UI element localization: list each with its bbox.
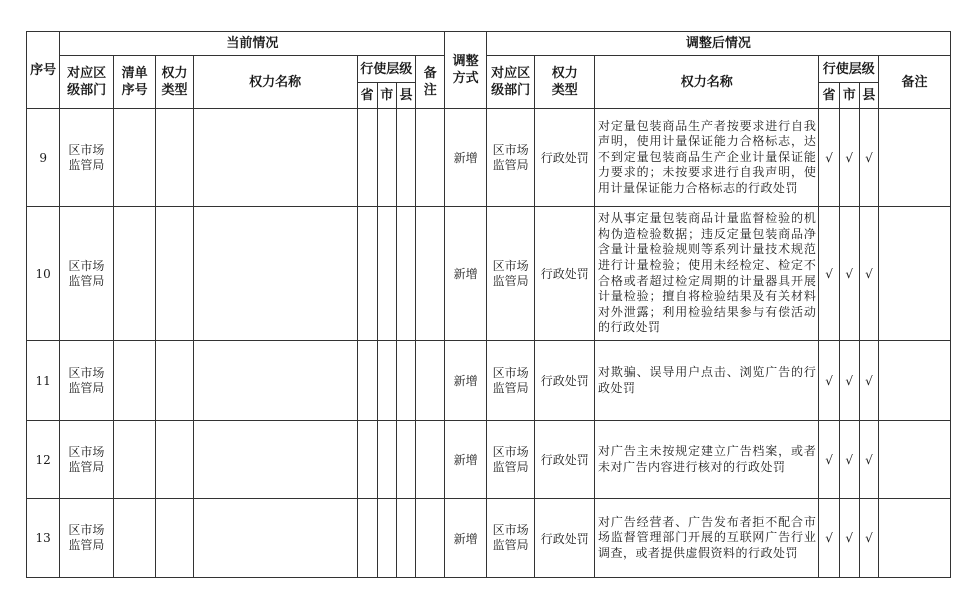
row-name-current (193, 341, 357, 421)
row-city-check: √ (839, 499, 859, 578)
header-city-after: 市 (839, 83, 859, 109)
header-current: 当前情况 (60, 32, 445, 56)
row-seq: 10 (27, 207, 60, 341)
row-name-current (193, 421, 357, 499)
table-row (27, 109, 951, 207)
row-seq: 12 (27, 421, 60, 499)
row-method: 新增 (445, 421, 486, 499)
row-list-no (113, 421, 155, 499)
row-type-after: 行政处罚 (535, 109, 595, 207)
row-city-current (377, 341, 396, 421)
row-remark-current (416, 499, 445, 578)
row-dept-current: 区市场监管局 (60, 207, 114, 341)
row-list-no (113, 109, 155, 207)
row-type-current (156, 207, 193, 341)
header-dept-current: 对应区级部门 (60, 56, 114, 109)
row-county-check: √ (859, 499, 878, 578)
header-power-type-after: 权力类型 (535, 56, 595, 109)
row-dept-after: 区市场监管局 (486, 421, 535, 499)
row-dept-current: 区市场监管局 (60, 341, 114, 421)
header-level-current: 行使层级 (357, 56, 416, 83)
header-power-name-after: 权力名称 (595, 56, 819, 109)
row-remark-current (416, 341, 445, 421)
row-county-current (396, 421, 415, 499)
header-remark-after: 备注 (879, 56, 951, 109)
header-remark-current: 备注 (416, 56, 445, 109)
row-remark-current (416, 109, 445, 207)
row-type-after: 行政处罚 (535, 341, 595, 421)
row-remark-after (879, 421, 951, 499)
row-remark-current (416, 207, 445, 341)
row-power-name: 对广告经营者、广告发布者拒不配合市场监督管理部门开展的互联网广告行业调查，或者提供虚假资料的行政处罚 (595, 499, 819, 578)
header-province-current: 省 (357, 83, 377, 109)
row-province-check: √ (819, 421, 839, 499)
row-city-check: √ (839, 421, 859, 499)
row-county-check: √ (859, 109, 878, 207)
table-row (27, 421, 951, 499)
row-city-current (377, 207, 396, 341)
row-name-current (193, 109, 357, 207)
row-seq: 9 (27, 109, 60, 207)
row-method: 新增 (445, 207, 486, 341)
row-list-no (113, 207, 155, 341)
row-province-check: √ (819, 499, 839, 578)
row-county-current (396, 499, 415, 578)
header-seq: 序号 (27, 32, 60, 109)
row-dept-after: 区市场监管局 (486, 341, 535, 421)
row-dept-current: 区市场监管局 (60, 499, 114, 578)
row-city-current (377, 499, 396, 578)
row-name-current (193, 499, 357, 578)
row-city-check: √ (839, 109, 859, 207)
row-power-name: 对定量包装商品生产者按要求进行自我声明，使用计量保证能力合格标志，达不到定量包装商品生产企业计量保证能力要求的；未按要求进行自我声明，使用计量保证能力合格标志的行政处罚 (595, 109, 819, 207)
power-list-table (26, 31, 951, 578)
row-method: 新增 (445, 109, 486, 207)
row-remark-after (879, 207, 951, 341)
row-city-check: √ (839, 207, 859, 341)
row-province-check: √ (819, 109, 839, 207)
row-remark-current (416, 421, 445, 499)
row-province-check: √ (819, 207, 839, 341)
row-province-current (357, 421, 377, 499)
row-city-current (377, 421, 396, 499)
row-province-current (357, 109, 377, 207)
row-type-current (156, 109, 193, 207)
header-adjust-method: 调整方式 (445, 32, 486, 109)
row-province-current (357, 207, 377, 341)
row-province-current (357, 499, 377, 578)
row-city-check: √ (839, 341, 859, 421)
row-province-current (357, 341, 377, 421)
row-county-current (396, 109, 415, 207)
row-type-after: 行政处罚 (535, 207, 595, 341)
row-type-current (156, 341, 193, 421)
header-county-current: 县 (396, 83, 415, 109)
header-power-type-current: 权力类型 (156, 56, 193, 109)
row-dept-current: 区市场监管局 (60, 109, 114, 207)
row-type-after: 行政处罚 (535, 499, 595, 578)
row-type-current (156, 499, 193, 578)
row-type-current (156, 421, 193, 499)
row-county-current (396, 341, 415, 421)
row-dept-after: 区市场监管局 (486, 499, 535, 578)
row-list-no (113, 499, 155, 578)
row-name-current (193, 207, 357, 341)
header-county-after: 县 (859, 83, 878, 109)
row-county-check: √ (859, 207, 878, 341)
row-power-name: 对从事定量包装商品计量监督检验的机构伪造检验数据；违反定量包装商品净含量计量检验规则等系列计量技术规范进行计量检验；使用未经检定、检定不合格或者超过检定周期的计量器具开展计量检验；擅自将检验结果及有关材料对外泄露；利用检验结果参与有偿活动的行政处罚 (595, 207, 819, 341)
header-city-current: 市 (377, 83, 396, 109)
row-power-name: 对欺骗、误导用户点击、浏览广告的行政处罚 (595, 341, 819, 421)
header-dept-after: 对应区级部门 (486, 56, 535, 109)
row-county-current (396, 207, 415, 341)
row-dept-current: 区市场监管局 (60, 421, 114, 499)
row-city-current (377, 109, 396, 207)
row-method: 新增 (445, 341, 486, 421)
header-province-after: 省 (819, 83, 839, 109)
row-province-check: √ (819, 341, 839, 421)
row-county-check: √ (859, 421, 878, 499)
row-dept-after: 区市场监管局 (486, 207, 535, 341)
row-remark-after (879, 341, 951, 421)
row-power-name: 对广告主未按规定建立广告档案，或者未对广告内容进行核对的行政处罚 (595, 421, 819, 499)
table-row (27, 499, 951, 578)
header-power-name-current: 权力名称 (193, 56, 357, 109)
row-dept-after: 区市场监管局 (486, 109, 535, 207)
row-type-after: 行政处罚 (535, 421, 595, 499)
row-method: 新增 (445, 499, 486, 578)
row-list-no (113, 341, 155, 421)
header-adjusted: 调整后情况 (486, 32, 950, 56)
table-row (27, 207, 951, 341)
table-row (27, 341, 951, 421)
header-list-no: 清单序号 (113, 56, 155, 109)
row-remark-after (879, 499, 951, 578)
header-level-after: 行使层级 (819, 56, 879, 83)
row-seq: 11 (27, 341, 60, 421)
row-remark-after (879, 109, 951, 207)
row-county-check: √ (859, 341, 878, 421)
row-seq: 13 (27, 499, 60, 578)
